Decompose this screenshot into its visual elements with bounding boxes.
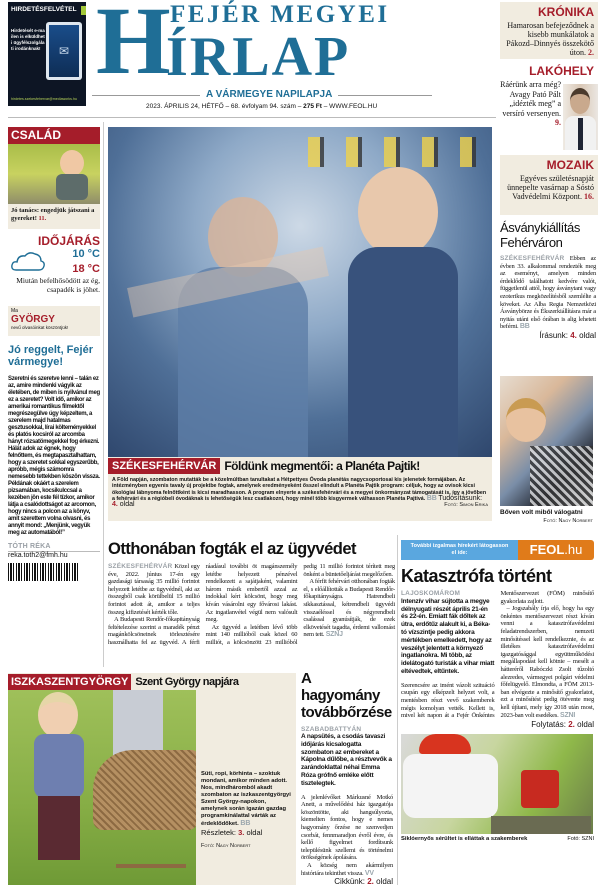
teaser-text: Egyéves születésnapját ünnepelte vasárnap a Sóstó Vadvédelmi Központ. 16. (507, 174, 594, 201)
website[interactable]: – WWW.FEOL.HU (321, 103, 378, 110)
price: 275 Ft (303, 103, 322, 110)
feol-banner[interactable] (401, 540, 594, 560)
dateline (146, 103, 377, 110)
photo-credit: Fotó: Nagy Norbert (201, 843, 251, 849)
article-body: SZÉKESFEHÉRVÁR Ebben az évben 33. alkalommal rendezték meg az eseményt, amelyen minden érdeklődő találhatott kedvére valót, függetlenül attól, hogy ásványtani vagy ezoterikus megközelítésből szemlélte a köveket. Az Alba Regia Nemzetközi Ásványbörze és Ékszerkiállításra már a nyitás utáni első órában is alig lehetett beférni. BB (500, 255, 596, 331)
photo-credit: Fotó: SZNI (567, 835, 594, 842)
headline[interactable]: A hagyomány továbbőrzése (301, 670, 392, 721)
article-body: A jelenlévőket Márkusné Motkó Anett, a művelődési ház igazgatója köszöntötte, aki hangsúlyozta, kiemelten fontos, hogy e nemes hagyomány őrzése ne szenvedjen csorbát, fennmaradjon évről évre, és kellő figyelmet fordítsunk településünk szellemi és történelmi örökségének ápolására. A község nem akármilyen históriára tekinthet vissza. VV (301, 793, 393, 877)
ad-email[interactable]: hirdetes.szekesfehervar@mediaworks.hu (11, 97, 77, 101)
headline[interactable]: Földünk megmentői: a Planéta Pajtik! (224, 459, 420, 473)
ad-accent (81, 6, 86, 15)
place-tag: SZÉKESFEHÉRVÁR (108, 458, 220, 474)
column-title: Jó reggelt, Fejér vármegye! (8, 344, 93, 368)
nameday-text: nevű olvasóinkat köszöntjük! (11, 325, 69, 330)
teaser-csalad[interactable] (8, 127, 100, 229)
lead-body: A Föld napján, szombaton mutatták be a közelmúltban tanultakat a Hétpettyes Óvoda planétás nagycsoportosai kis jelenetek formájában. Az intézményben egyenis tavaly új projektbe fogtak, amelynek eredményeként ősszel elindult a Planéta Pajtik program: céljuk, hogy az ovisok kicsi ökológiai lábnyoma felnőttként is kicsi maradhasson. A program elnyerte a székesfehérvári és a megyei önkormányzat támogatását is, így a jövőben a fehérvári és a régióbeli óvodáknak is lehetőségük lesz csatlakozni, hogy minél több kisgyermek válhasson Planéta Pajtivá. BB Tudósításunk: 4. oldal Fotó: Simon Erika (108, 475, 492, 521)
column-opinion (8, 344, 100, 581)
nameday-name: GYÖRGY (11, 314, 55, 325)
page-ref[interactable]: Cikkünk: 2. oldal (334, 877, 393, 887)
headline[interactable]: Ásványkiállítás Fehérváron (500, 220, 580, 250)
masthead-rule (8, 117, 496, 118)
feol-logo: FEOL.hu (518, 540, 594, 560)
column-email[interactable]: reka.toth2@fmh.hu (8, 552, 68, 559)
barcode (8, 563, 78, 581)
teaser-rubric: KRÓNIKA (538, 5, 594, 19)
section-rule (397, 535, 398, 885)
masthead-main: ÍRLAP (166, 26, 351, 88)
teaser-mozaik[interactable] (500, 155, 598, 215)
george-text: Süti, ropi, körhinta – szoktuk mondani, amikor minden adott. Nos, mindháromból akadt szombaton az iszkaszentgyörgyi Szent György-napokon, amelynek során igazán gazdag programkínálattal várták az érdeklődőket. BB (201, 771, 291, 827)
place: SZABADBATTYÁN (301, 726, 362, 733)
weather (8, 234, 100, 304)
george-text-block (201, 771, 294, 849)
ad-text: Hirdetését e-mailen is elküldheti ügyfélszolgálati irodánknak! (11, 28, 45, 51)
teaser-lakohely[interactable] (500, 62, 598, 152)
article-body: LAJOSKOMÁROM Intenzív vihar sújtotta a megye délnyugati részét április 21-én és 22-én. Emiatt fák dőltek az útra, erdőtűz alakult ki, a Béka-tó vízszintje pedig akkora mértékben emelkedett, hogy az veszélyt jelentett a környező ingatlanokra. Mi több, az idelátogató turisták a vihar miatt eltévedtek, eltűntek. Szerencsére az imént vázolt szituáció csupán egy elképzelt helyzet volt, a mentésben részt vevő szakemberek mégis komolyan vették. Kellett is, mivel két napon át a Fejér Önkéntes Mentőszervezet (FÖM) minősítő gyakorlata zajlott. – Jogszabály írja elő, hogy ha egy önkéntes mentőszervezet részt kíván venni a katasztrófavédelmi feladatrendszerben, nemzeti minősítéssel kell rendelkeznie, és az illetékes katasztrófavédelmi igazgatósággal együttműködési megállapodást kell kötnie – mesélt a hátteréről Rabóczki Zsolt tűzoltó alezredes, vármegyei polgári védelmi főfelügyelő. Elmondta, a FÖM 2013-ban elvégezte a minősítő gyakorlatot, ezt a minősítést pedig ötévente meg kell újítani, mely így 2018 után most, 2023-ban volt esedékes. SZNI (401, 590, 594, 720)
teaser-text: Ráérünk arra még? Avagy Pató Pált „idézték meg” a versíró versenyen. 9. (500, 80, 561, 127)
page-ref[interactable]: Írásunk: 4. oldal (539, 330, 596, 340)
weather-high: 18 °C (72, 263, 100, 275)
ad-box[interactable] (8, 2, 86, 106)
envelope-tablet-icon: ✉ (46, 22, 82, 80)
cloud-icon (10, 250, 46, 277)
tagline: A VÁRMEGYE NAPILAPJA (200, 89, 338, 101)
photo-credit: Fotó: Nagy Norbert (543, 518, 593, 524)
nameday (8, 306, 100, 336)
article-tradition (301, 670, 393, 886)
article-disaster (401, 564, 594, 842)
headline[interactable]: Szent György napjára (135, 675, 239, 688)
weather-title: IDŐJÁRÁS (37, 234, 100, 248)
dateline-date: 2023. ÁPRILIS 24, HÉTFŐ – 68. évfolyam 94. szám – (146, 103, 304, 110)
article-george (8, 673, 296, 885)
headline[interactable]: Katasztrófa történt (401, 566, 552, 586)
lead-photo (108, 127, 492, 457)
page-ref[interactable]: Tudósításunk: 4. oldal (112, 494, 483, 509)
place-tag: ISZKASZENTGYÖRGY (8, 674, 131, 690)
article-body: SZÉKESFEHÉRVÁR Közel egy éve, 2022. június 17-én egy gazdasági társaság 35 millió forintot helyezett letétbe az ügyvédnél, aki az összegből csak körülbelül 15 millió forintot adott át, amikor a teljes összeg kifizetését kérték tőle. A Budapesti Rendőr-főkapitányság feltételezése szerint a maradék pénzt magánkölcsöneinek törlesztésére használhatta fel az ügyvéd. A férfi ráadásul további öt magánszemély letétbe helyezett pénzével rendelkezett a sajátjaként, valamint három másik embertől azzal az indokkal kért kölcsönt, hogy meg kíván vásárolni egy fővárosi lakást. Az ingatlanvétel végül nem valósult meg. Az ügyvéd a letétben lévő több mint 140 millióból csak közel 60 milliót, a kölcsönzött 23 millióból pedig 11 millió forintot térített meg önként a büntetőeljárást megelőzően. A férfit fehérvári otthonában fogták el, s előállították a Budapesti Rendőr-főkapitányságra. Hatrendbeli sikkasztással, kétrendbeli ügyvédi visszaéléssel és négyrendbeli csalással gyanúsítják, de ezek elkövetését tagadta, érdemi vallomást nem tett. SZNJ (108, 563, 395, 646)
nameday-today: Ma (11, 308, 18, 314)
feol-text: További izgalmas hírekért látogasson el ide: (401, 540, 518, 560)
ad-title: HIRDETÉSFELVÉTEL (11, 6, 77, 13)
article-lead: A napsütés, a csodás tavaszi időjárás kicsalogatta szombaton az embereket a Kápolna dűlőbe, a résztvevők a zarándoklattal néhai Emma Róza grófnő emléke előtt tisztelegtek. (301, 733, 392, 787)
page-ref[interactable]: Folytatás: 2. oldal (531, 719, 594, 729)
photo-caption: Bőven volt miből válogatni (500, 509, 583, 516)
signature: SZNI (559, 711, 576, 719)
teaser-rubric: CSALÁD (8, 127, 100, 144)
column-author: TÓTH RÉKA (8, 543, 100, 552)
article-mineral (500, 220, 596, 340)
teaser-rubric: MOZAIK (546, 158, 594, 172)
article-lawyer (108, 538, 395, 647)
teaser-text: Hamarosan befejeződnek a kisebb munkálatok a Pákozd–Dinnyés összekötő úton. 2. (506, 21, 594, 57)
teaser-text: Jó tanács: engedjük játszani a gyereket! 11. (8, 204, 100, 229)
weather-low: 10 °C (72, 248, 100, 260)
weather-text: Miután befelhősödött az ég, csapadék is jöhet. (16, 276, 100, 294)
column-body: Szeretni és szeretve lenni – talán ez az, amire mindenki vágyik az életében, de miben is nyilvánul meg ez a szeretet? Volt idő, amikor az amerikai romantikus filmektől megrészegülve úgy képzeltem, a szerelem majd hatalmas gesztusokkal, lírai költeményekkel és platós kocsiról az arcomba hányt rózsatömegekkel fog érkezni. Hálát adok az égnek, hogy felnőttem, és megtapasztalhattam, hogy a szeretet sokkal egyszerűbb, apróbb, mégis számomra nemesebb tettekben köszön vissza. Példának okáért a szerelem pizsamában, kocsikulccsal a kezében jön este fél tízkor, amikor látja a csalódottságot az arcomon, hogy nincs a polcon az a könyv, amit szerettem volna olvasni, és annyit mond: „Menjünk, vegyük meg az automatából!” (8, 376, 100, 536)
photo-caption: Siklóernyős sérültet is elláttak a szakemberek (401, 835, 528, 842)
masthead-big-letter: H (96, 0, 171, 94)
left-column-rule (103, 122, 104, 667)
masthead (92, 0, 432, 112)
lead-header (108, 457, 492, 475)
rescue-photo (401, 734, 593, 834)
author-photo (563, 84, 598, 150)
teaser-rubric: LAKÓHELY (529, 64, 594, 78)
mineral-photo (500, 376, 593, 506)
photo-credit: Fotó: Simon Erika (444, 502, 488, 509)
child-photo (8, 144, 100, 204)
headline[interactable]: Otthonában fogták el az ügyvédet (108, 540, 357, 558)
teaser-kronika[interactable] (500, 2, 598, 59)
masthead-top: FEJÉR MEGYEI (170, 1, 390, 28)
page-ref[interactable]: Részletek: 3. oldal (201, 828, 263, 837)
george-photo (8, 690, 196, 885)
